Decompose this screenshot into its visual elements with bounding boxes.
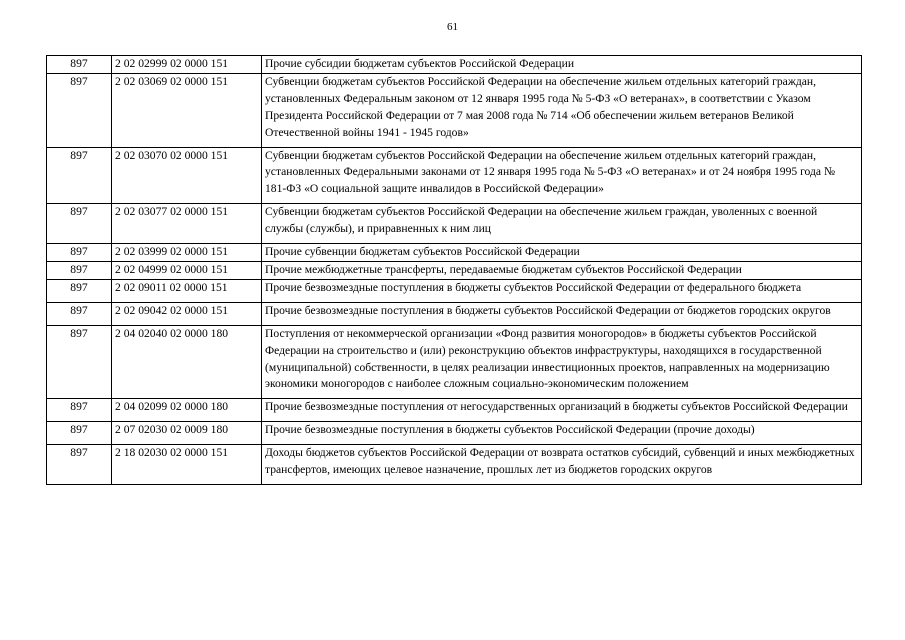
admin-code-cell: 897 (47, 302, 112, 325)
budget-code-cell: 2 07 02030 02 0009 180 (112, 422, 262, 445)
admin-code-cell: 897 (47, 325, 112, 399)
admin-code-cell: 897 (47, 279, 112, 302)
table-row (47, 445, 862, 485)
table-row (47, 422, 862, 445)
budget-code-cell: 2 04 02040 02 0000 180 (112, 325, 262, 399)
admin-code-cell: 897 (47, 261, 112, 279)
table-row (47, 302, 862, 325)
budget-code-cell: 2 02 02999 02 0000 151 (112, 56, 262, 74)
admin-code-cell: 897 (47, 73, 112, 147)
page-number: 61 (447, 21, 458, 33)
admin-code-cell: 897 (47, 445, 112, 485)
budget-code-cell: 2 02 03069 02 0000 151 (112, 73, 262, 147)
budget-code-cell: 2 18 02030 02 0000 151 (112, 445, 262, 485)
admin-code-cell: 897 (47, 56, 112, 74)
table-row (47, 204, 862, 244)
income-name-cell: Субвенции бюджетам субъектов Российской Федерации на обеспечение жильем граждан, уволенных с военной службы (службы), и приравненных к ним лиц (262, 204, 862, 244)
income-name-cell: Поступления от некоммерческой организации «Фонд развития моногородов» в бюджеты субъектов Российской Федерации на строительство и (или) реконструкцию объектов инфраструктуры, находящихся в государственной (муниципальной) собственности, в целях реализации инвестиционных проектов, направленных на модернизацию экономики моногородов с наиболее сложным социально-экономическим положением (262, 325, 862, 399)
income-name-cell: Доходы бюджетов субъектов Российской Федерации от возврата остатков субсидий, субвенций и иных межбюджетных трансфертов, имеющих целевое назначение, прошлых лет из бюджетов городских округов (262, 445, 862, 485)
budget-code-cell: 2 02 04999 02 0000 151 (112, 261, 262, 279)
budget-code-cell: 2 02 03999 02 0000 151 (112, 244, 262, 262)
admin-code-cell: 897 (47, 147, 112, 204)
table-row (47, 279, 862, 302)
income-name-cell: Субвенции бюджетам субъектов Российской Федерации на обеспечение жильем отдельных категорий граждан, установленных Федеральным законом от 12 января 1995 года № 5-ФЗ «О ветеранах», в соответствии с Указом Президента Российской Федерации от 7 мая 2008 года № 714 «Об обеспечении жильем ветеранов Великой Отечественной войны 1941 - 1945 годов» (262, 73, 862, 147)
budget-code-cell: 2 04 02099 02 0000 180 (112, 399, 262, 422)
budget-code-cell: 2 02 03070 02 0000 151 (112, 147, 262, 204)
table-row (47, 73, 862, 147)
admin-code-cell: 897 (47, 244, 112, 262)
income-name-cell: Прочие субсидии бюджетам субъектов Российской Федерации (262, 56, 862, 74)
income-name-cell: Прочие безвозмездные поступления в бюджеты субъектов Российской Федерации от бюджетов городских округов (262, 302, 862, 325)
admin-code-cell: 897 (47, 204, 112, 244)
income-name-cell: Прочие межбюджетные трансферты, передаваемые бюджетам субъектов Российской Федерации (262, 261, 862, 279)
table-row (47, 244, 862, 262)
table-row (47, 325, 862, 399)
admin-code-cell: 897 (47, 399, 112, 422)
income-name-cell: Прочие субвенции бюджетам субъектов Российской Федерации (262, 244, 862, 262)
budget-code-cell: 2 02 09011 02 0000 151 (112, 279, 262, 302)
table-row (47, 399, 862, 422)
table-row (47, 147, 862, 204)
table-row (47, 56, 862, 74)
table-row (47, 261, 862, 279)
income-name-cell: Прочие безвозмездные поступления в бюджеты субъектов Российской Федерации (прочие доходы) (262, 422, 862, 445)
budget-classification-table (46, 55, 862, 485)
income-name-cell: Прочие безвозмездные поступления от негосударственных организаций в бюджеты субъектов Российской Федерации (262, 399, 862, 422)
budget-code-cell: 2 02 09042 02 0000 151 (112, 302, 262, 325)
income-name-cell: Субвенции бюджетам субъектов Российской Федерации на обеспечение жильем отдельных категорий граждан, установленных Федеральными законами от 12 января 1995 года № 5-ФЗ «О ветеранах» и от 24 ноября 1995 года № 181-ФЗ «О социальной защите инвалидов в Российской Федерации» (262, 147, 862, 204)
income-name-cell: Прочие безвозмездные поступления в бюджеты субъектов Российской Федерации от федерального бюджета (262, 279, 862, 302)
admin-code-cell: 897 (47, 422, 112, 445)
budget-code-cell: 2 02 03077 02 0000 151 (112, 204, 262, 244)
